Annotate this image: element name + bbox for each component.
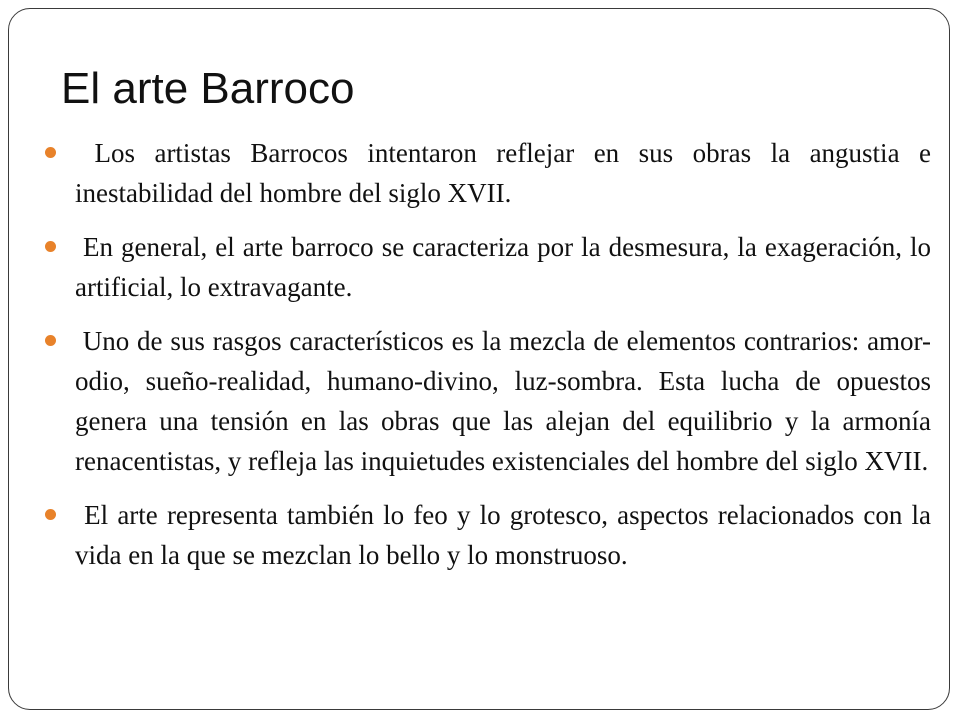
bullet-dot-icon bbox=[45, 147, 56, 158]
bullet-dot-icon bbox=[45, 241, 56, 252]
bullet-text: Los artistas Barrocos intentaron reflejar en sus obras la angustia e inestabilidad del hombre del siglo XVII. bbox=[75, 138, 932, 208]
list-item bbox=[75, 227, 931, 307]
bullet-dot-icon bbox=[45, 335, 56, 346]
list-item bbox=[75, 495, 931, 575]
bullet-text: El arte representa también lo feo y lo grotesco, aspectos relacionados con la vida en la que se mezclan lo bello y lo monstruoso. bbox=[75, 500, 931, 570]
slide-frame bbox=[8, 8, 950, 710]
bullet-text: En general, el arte barroco se caracteriza por la desmesura, la exageración, lo artificial, lo extravagante. bbox=[75, 232, 932, 302]
bullet-dot-icon bbox=[45, 509, 56, 520]
bullet-text: Uno de sus rasgos característicos es la mezcla de elementos contrarios: amor-odio, sueño-realidad, humano-divino, luz-sombra. Esta lucha de opuestos genera una tensión en las obras que las alejan del equilibrio y la armonía renacentistas, y refleja las inquietudes existenciales del hombre del siglo XVII. bbox=[75, 326, 931, 476]
list-item bbox=[75, 133, 931, 213]
bullet-list bbox=[75, 133, 931, 589]
slide-title: El arte Barroco bbox=[61, 64, 355, 113]
list-item bbox=[75, 321, 931, 481]
